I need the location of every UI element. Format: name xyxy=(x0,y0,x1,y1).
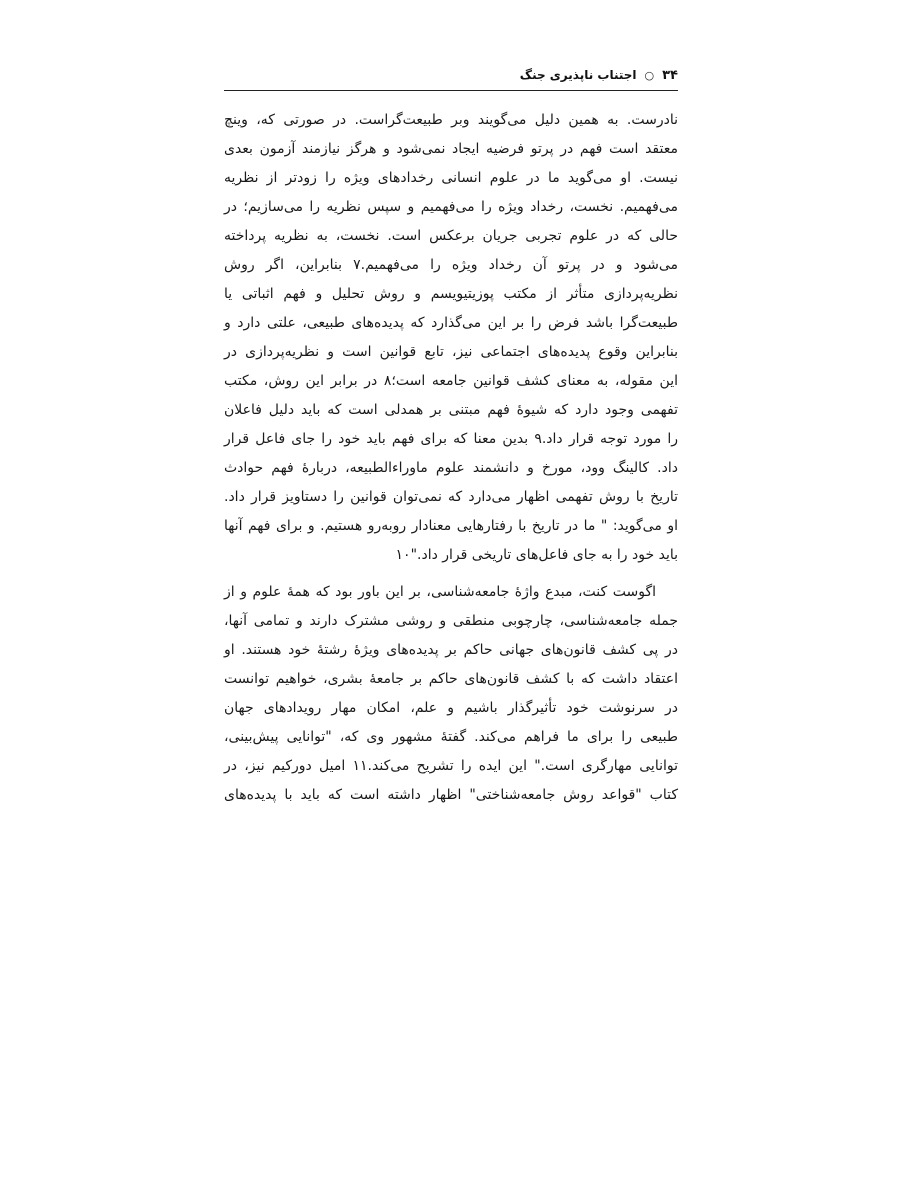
text-line: طبیعی را برای ما فراهم می‌کند. گفتهٔ مشهور وی که، "توانایی پیش‌بینی، xyxy=(224,729,678,745)
page-number: ۳۴ xyxy=(662,67,678,83)
header-divider xyxy=(224,90,678,91)
paragraph-1 xyxy=(224,106,678,570)
text-line: تاریخ با روش تفهمی اظهار می‌دارد که نمی‌توان قوانین را دستاویز قرار داد. xyxy=(224,489,678,505)
paragraph-2 xyxy=(224,578,678,810)
text-line: کتاب "قواعد روش جامعه‌شناختی" اظهار داشته است که باید با پدیده‌های xyxy=(224,787,678,803)
text-line: او می‌گوید: " ما در تاریخ با رفتارهایی معنادار روبه‌رو هستیم. و برای فهم آنها xyxy=(224,518,678,534)
text-line: نیست. او می‌گوید ما در علوم انسانی رخدادهای ویژه را زودتر از نظریه xyxy=(224,170,678,186)
circle-separator-icon: ○ xyxy=(644,68,655,82)
text-line: توانایی مهارگری است." این ایده را تشریح می‌کند.۱۱ امیل دورکیم نیز، در xyxy=(224,758,678,774)
text-line: را مورد توجه قرار داد.۹ بدین معنا که برای فهم باید خود را جای فاعل قرار xyxy=(224,431,678,447)
text-line: حالی که در علوم تجربی جریان برعکس است. نخست، به نظریه پرداخته xyxy=(224,228,678,244)
text-line: طبیعت‌گرا باشد فرض را بر این می‌گذارد که پدیده‌های طبیعی، علتی دارد و xyxy=(224,315,678,331)
text-line: جمله جامعه‌شناسی، چارچوبی منطقی و روشی مشترک دارند و تمامی آنها، xyxy=(224,613,678,629)
text-line: اعتقاد داشت که با کشف قانون‌های حاکم بر جامعهٔ بشری، خواهیم توانست xyxy=(224,671,678,687)
text-line: تفهمی وجود دارد که شیوهٔ فهم مبتنی بر همدلی است که باید دلیل فاعلان xyxy=(224,402,678,418)
text-line: اگوست کنت، مبدع واژهٔ جامعه‌شناسی، بر این باور بود که همهٔ علوم و از xyxy=(224,584,656,600)
text-line: در پی کشف قانون‌های جهانی حاکم بر پدیده‌های ویژهٔ رشتهٔ خود هستند. او xyxy=(224,642,678,658)
text-line: داد. کالینگ وود، مورخ و دانشمند علوم ماوراءالطبیعه، دربارهٔ فهم حوادث xyxy=(224,460,678,476)
text-line: نادرست. به همین دلیل می‌گویند وبر طبیعت‌گراست. در صورتی که، وینچ xyxy=(224,112,678,128)
text-line: معتقد است فهم در پرتو فرضیه ایجاد نمی‌شود و هرگز نیازمند آزمون بعدی xyxy=(224,141,678,157)
running-header xyxy=(224,64,678,86)
text-line: در سرنوشت خود تأثیرگذار باشیم و علم، امکان مهار رویدادهای جهان xyxy=(224,700,678,716)
running-title: اجتناب ناپذیری جنگ xyxy=(519,68,637,82)
text-line: نظریه‌پردازی متأثر از مکتب پوزیتیویسم و روش تحلیل و فهم اثباتی یا xyxy=(224,286,678,302)
text-line: این مقوله، به معنای کشف قوانین جامعه است؛۸ در برابر این روش، مکتب xyxy=(224,373,678,389)
text-line: بنابراین وقوع پدیده‌های اجتماعی نیز، تابع قوانین است و نظریه‌پردازی در xyxy=(224,344,678,360)
text-line: می‌فهمیم. نخست، رخداد ویژه را می‌فهمیم و سپس نظریه را می‌سازیم؛ در xyxy=(224,199,678,215)
text-line: می‌شود و در پرتو آن رخداد ویژه را می‌فهمیم.۷ بنابراین، اگر روش xyxy=(224,257,678,273)
text-line: باید خود را به جای فاعل‌های تاریخی قرار داد."۱۰ xyxy=(395,547,678,563)
body-text xyxy=(224,106,678,810)
